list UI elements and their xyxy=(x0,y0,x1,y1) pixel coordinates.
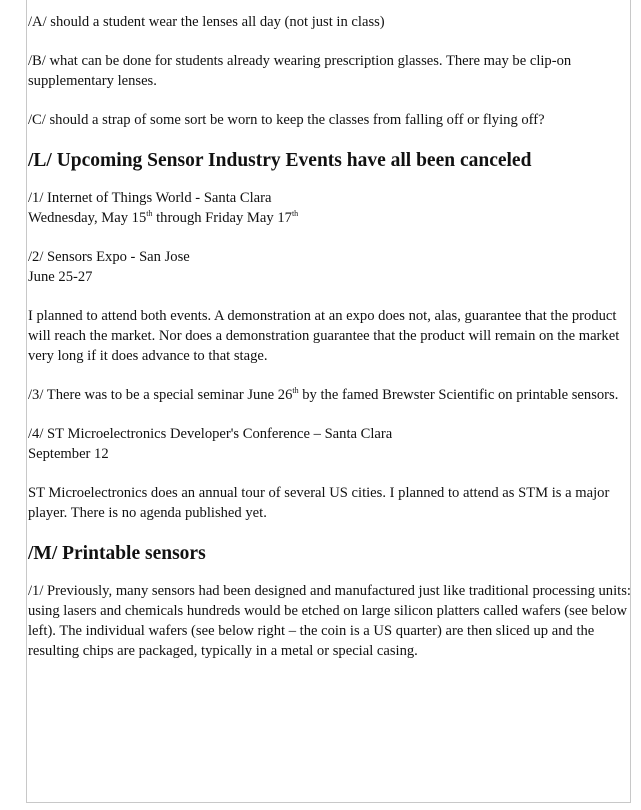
event-1-date-start: Wednesday, May 15 xyxy=(28,210,147,226)
event-4-title: /4/ ST Microelectronics Developer's Conference – Santa Clara xyxy=(28,426,393,442)
stm-paragraph: ST Microelectronics does an annual tour of several US cities. I planned to attend as STM is a major player. There is no agenda published yet. xyxy=(28,485,610,521)
section-m-heading: /M/ Printable sensors xyxy=(28,543,206,564)
event-3 xyxy=(28,385,631,405)
event-1-date-end: through Friday May 17 xyxy=(152,210,292,226)
event-1-title: /1/ Internet of Things World - Santa Clara xyxy=(28,190,272,206)
question-c: /C/ should a strap of some sort be worn to keep the classes from falling off or flying off? xyxy=(28,112,545,128)
printable-sensors-paragraph: /1/ Previously, many sensors had been designed and manufactured just like traditional processing units: using lasers and chemicals hundreds would be etched on large silicon platters called wafers (see below left). The individual wafers (see below right – the coin is a US quarter) are then sliced up and the resulting chips are packaged, typically in a metal or special casing. xyxy=(28,583,631,659)
event-1-date-start-sup: th xyxy=(146,209,153,218)
section-l-heading: /L/ Upcoming Sensor Industry Events have all been canceled xyxy=(28,150,532,171)
question-a: /A/ should a student wear the lenses all day (not just in class) xyxy=(28,14,385,30)
plan-paragraph: I planned to attend both events. A demonstration at an expo does not, alas, guarantee that the product will reach the market. Nor does a demonstration guarantee that the product will remain on the market very long if it does advance to that stage. xyxy=(28,308,620,364)
event-2 xyxy=(28,247,631,287)
event-1-date-end-sup: th xyxy=(291,209,299,218)
event-4-date: September 12 xyxy=(28,446,109,462)
question-b: /B/ what can be done for students already wearing prescription glasses. There may be clip-on supplementary lenses. xyxy=(28,53,572,89)
event-1 xyxy=(28,188,631,228)
event-3-text-start: /3/ There was to be a special seminar June 26 xyxy=(28,387,293,403)
event-3-sup: th xyxy=(292,386,299,395)
event-2-date: June 25-27 xyxy=(28,269,93,285)
document-body xyxy=(28,12,631,680)
event-3-text-end: by the famed Brewster Scientific on printable sensors. xyxy=(298,387,619,403)
event-4 xyxy=(28,424,631,464)
event-2-title: /2/ Sensors Expo - San Jose xyxy=(28,249,190,265)
